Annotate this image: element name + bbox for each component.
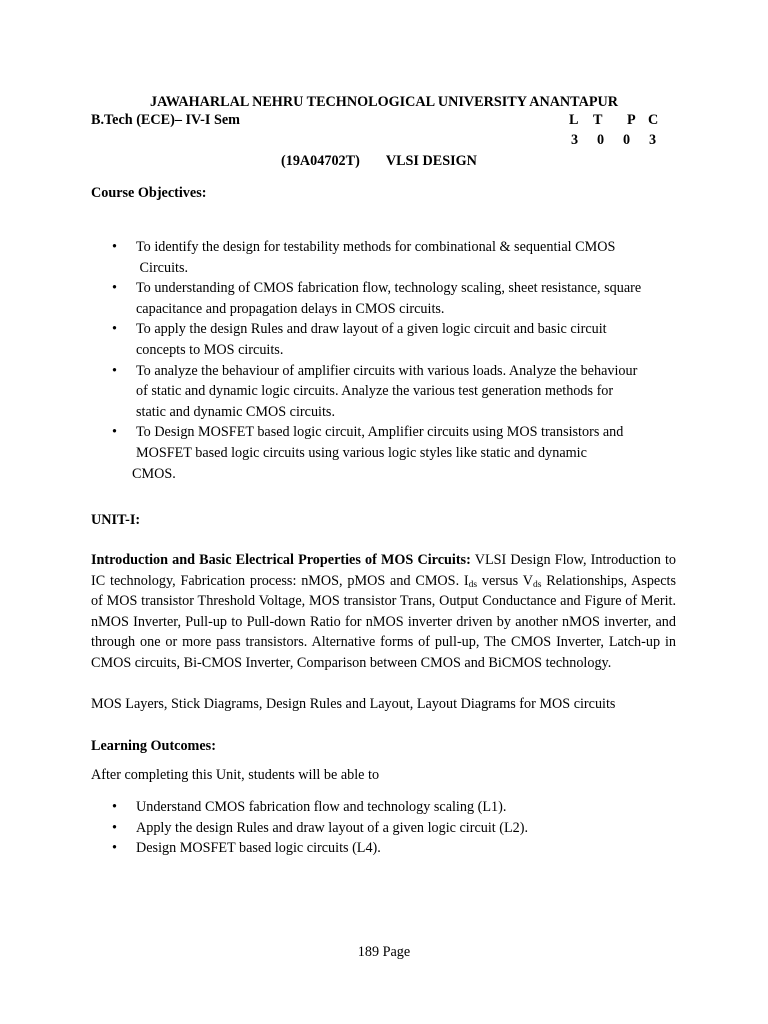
ltpc-value-t: 0 [597, 132, 605, 148]
course-semester: B.Tech (ECE)– IV-I Sem [91, 112, 240, 128]
ltpc-value-c: 3 [649, 132, 657, 148]
bullet-dot-icon: • [112, 840, 117, 857]
ltpc-label-p: P [627, 112, 636, 128]
list-item: • Apply the design Rules and draw layout of a given logic circuit (L2). [91, 818, 691, 839]
outcomes-list [91, 797, 691, 859]
ltpc-value-l: 3 [571, 132, 579, 148]
ltpc-label-l: L [569, 112, 579, 128]
subject-code: (19A04702T) [281, 153, 360, 169]
ltpc-label-t: T [593, 112, 603, 128]
university-title: JAWAHARLAL NEHRU TECHNOLOGICAL UNIVERSITY ANANTAPUR [150, 94, 618, 110]
bullet-dot-icon: • [112, 799, 117, 815]
bullet-dot-icon: • [112, 424, 117, 441]
subject-title [281, 151, 477, 172]
bullet-dot-icon: • [112, 819, 117, 836]
learning-outcomes-heading: Learning Outcomes: [91, 738, 216, 754]
page-number: 189 Page [357, 944, 411, 960]
list-item: • To Design MOSFET based logic circuit, Amplifier circuits using MOS transistors and MOSFET based logic circuits using various logic styles like static and dynamic CMOS. [112, 424, 624, 482]
ltpc-label-c: C [648, 112, 659, 128]
bullet-dot-icon: • [112, 239, 117, 255]
ltpc-value-p: 0 [623, 132, 631, 148]
bullet-dot-icon: • [112, 321, 117, 338]
unit-topics-line: MOS Layers, Stick Diagrams, Design Rules and Layout, Layout Diagrams for MOS circuits [91, 696, 616, 712]
list-item: • Design MOSFET based logic circuits (L4). [91, 838, 691, 859]
list-item: • To analyze the behaviour of amplifier circuits with various loads. Analyze the behaviour of static and dynamic logic circuits. Analyze the various test generation methods for static and dynamic CMOS circuits. [112, 362, 638, 420]
bullet-dot-icon: • [112, 280, 117, 297]
unit-topic-title: Introduction and Basic Electrical Properties of MOS Circuits: [91, 552, 471, 568]
unit-description: Introduction and Basic Electrical Properties of MOS Circuits: VLSI Design Flow, Introduction to IC technology, Fabrication process: nMOS, pMOS and CMOS. $I_{ds}$ versus $V_{ds}$ Relationships, Aspects of MOS transistor Threshold Voltage, MOS transistor Trans, Output Conductance and Figure of Merit. nMOS Inverter, Pull-up to Pull-down Ratio for nMOS inverter driven by another nMOS inverter, and through one or more pass transistors. Alternative forms of pull-up, The CMOS Inverter, Latch-up in CMOS circuits, Bi-CMOS Inverter, Comparison between CMOS and BiCMOS technology. [91, 552, 676, 671]
outcomes-intro: After completing this Unit, students will be able to [91, 767, 380, 783]
bullet-dot-icon: • [112, 362, 117, 379]
unit-heading: UNIT-I: [91, 512, 141, 528]
list-item: • To identify the design for testability methods for combinational & sequential CMOS Circuits. [112, 239, 616, 276]
objectives-list [91, 237, 691, 484]
list-item: • To apply the design Rules and draw layout of a given logic circuit and basic circuit concepts to MOS circuits. [112, 321, 607, 358]
list-item: • Understand CMOS fabrication flow and technology scaling (L1). [91, 797, 691, 818]
course-objectives-heading: Course Objectives: [91, 185, 207, 201]
list-item: • To understanding of CMOS fabrication flow, technology scaling, sheet resistance, square capacitance and propagation delays in CMOS circuits. [112, 280, 642, 317]
subject-name: VLSI DESIGN [385, 153, 477, 169]
